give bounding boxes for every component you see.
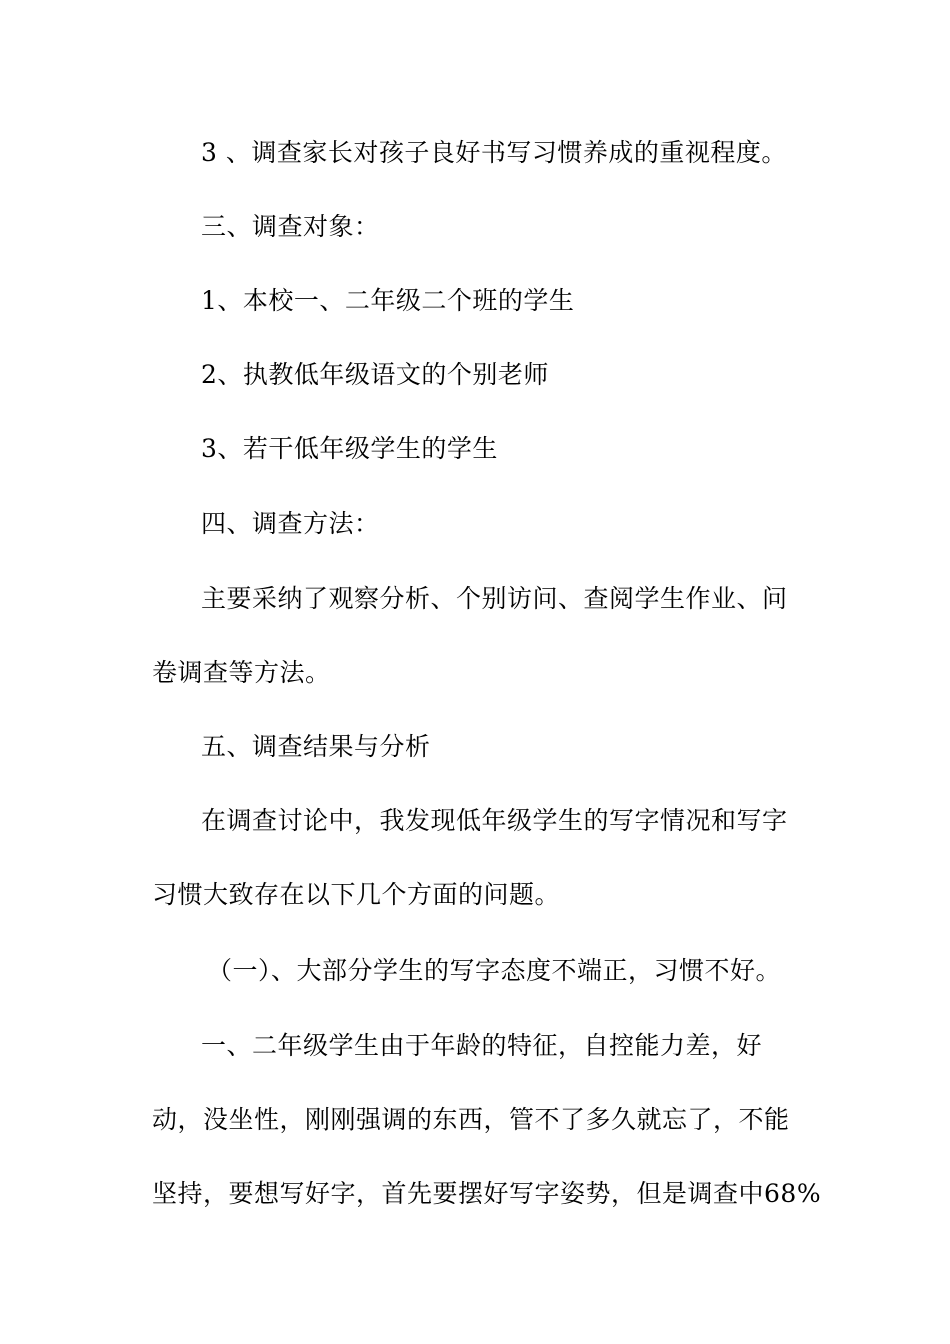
section-heading-results: 五、调查结果与分析: [201, 732, 431, 761]
text-line-13: 一、二年级学生由于年龄的特征，自控能力差，好: [201, 1031, 763, 1060]
text-line-10: 在调查讨论中，我发现低年级学生的写字情况和写字: [201, 806, 788, 835]
subsection-heading-1: （一）、大部分学生的写字态度不端正，习惯不好。: [207, 956, 782, 985]
text-line-4: 2、执教低年级语文的个别老师: [201, 360, 549, 389]
section-heading-subjects: 三、调查对象：: [201, 212, 380, 241]
section-heading-methods: 四、调查方法：: [201, 509, 380, 538]
text-line-15: 坚持，要想写好字，首先要摆好写字姿势，但是调查中68%: [152, 1179, 822, 1208]
text-line-5: 3、若干低年级学生的学生: [201, 434, 498, 463]
text-line-14: 动，没坐性，刚刚强调的东西，管不了多久就忘了，不能: [152, 1105, 790, 1134]
text-line-3: 1、本校一、二年级二个班的学生: [201, 286, 575, 315]
text-line-7: 主要采纳了观察分析、个别访问、查阅学生作业、问: [201, 584, 788, 613]
text-line-1: 3 、调查家长对孩子良好书写习惯养成的重视程度。: [201, 138, 787, 167]
text-line-8: 卷调查等方法。: [152, 658, 331, 687]
text-line-11: 习惯大致存在以下几个方面的问题。: [152, 880, 561, 909]
